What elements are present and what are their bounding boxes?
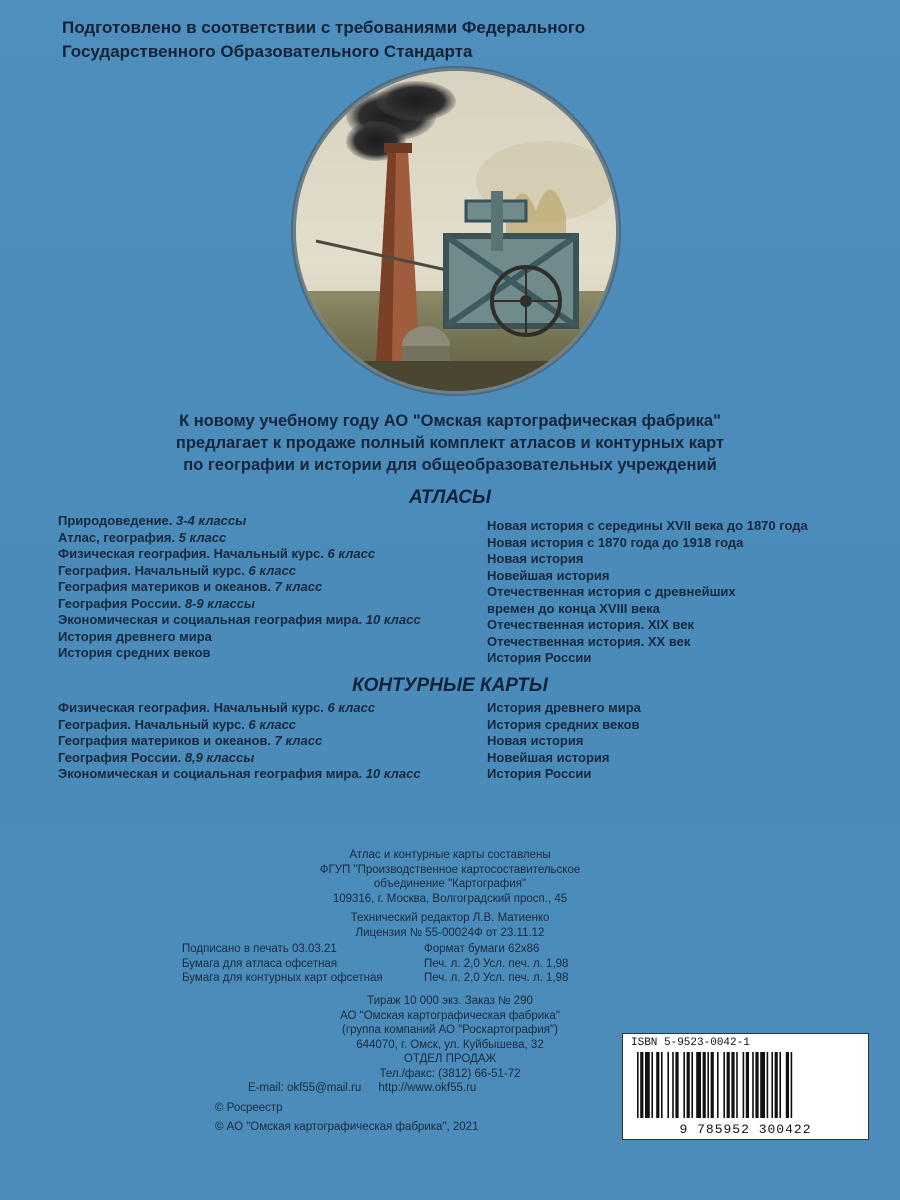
imprint-line: Печ. л. 2,0 Усл. печ. л. 1,98 bbox=[424, 957, 569, 970]
imprint-contacts bbox=[248, 1081, 476, 1096]
list-item: Новейшая история bbox=[487, 567, 610, 583]
barcode-bar bbox=[640, 1052, 643, 1118]
barcode-bar bbox=[746, 1052, 749, 1118]
barcode-bar bbox=[723, 1052, 725, 1118]
isbn-number: ISBN 5-9523-0042-1 bbox=[631, 1037, 750, 1049]
list-item: Физическая география. Начальный курс. 6 класс bbox=[58, 700, 376, 715]
list-item: История средних веков bbox=[58, 645, 211, 660]
list-item: Отечественная история с древнейших bbox=[487, 584, 736, 599]
barcode-bar bbox=[760, 1052, 765, 1118]
barcode-bar bbox=[691, 1052, 693, 1118]
barcode-bar bbox=[703, 1052, 706, 1118]
list-item: География. Начальный курс. 6 класс bbox=[58, 562, 297, 578]
list-item: Новая история bbox=[487, 551, 584, 566]
barcode-bar bbox=[736, 1052, 738, 1118]
copyright-publisher: © АО "Омская картографическая фабрика", 2021 bbox=[215, 1120, 479, 1133]
barcode-bar bbox=[752, 1052, 754, 1118]
imprint-line: 644070, г. Омск, ул. Куйбышева, 32 bbox=[356, 1038, 544, 1051]
standard-notice bbox=[62, 16, 702, 64]
barcode-bar bbox=[707, 1052, 709, 1118]
standard-notice-line-2: Государственного Образовательного Стандарта bbox=[62, 42, 473, 61]
list-item: История России bbox=[487, 650, 592, 665]
barcode-bar bbox=[711, 1052, 714, 1118]
list-item: География России. 8,9 классы bbox=[58, 749, 255, 765]
standard-notice-line-1: Подготовлено в соответствии с требованиями Федерального bbox=[62, 18, 586, 37]
list-item: Физическая география. Начальный курс. 6 класс bbox=[58, 546, 376, 561]
imprint-line: Тираж 10 000 экз. Заказ № 290 bbox=[367, 995, 533, 1007]
isbn-barcode bbox=[622, 1033, 869, 1140]
barcode-bar bbox=[656, 1052, 659, 1118]
imprint-line: Технический редактор Л.В. Матиенко bbox=[350, 912, 550, 924]
barcode-bar bbox=[667, 1052, 669, 1118]
barcode-bar bbox=[779, 1052, 781, 1118]
barcode-bar bbox=[771, 1052, 773, 1118]
list-item: История средних веков bbox=[487, 716, 640, 732]
imprint-editor bbox=[200, 911, 700, 940]
list-item: Природоведение. 3-4 классы bbox=[58, 513, 247, 528]
imprint-line: ФГУП "Производственное картосоставительское bbox=[319, 863, 581, 876]
barcode-bar bbox=[731, 1052, 734, 1118]
list-item: Экономическая и социальная география мира. 10 класс bbox=[58, 766, 421, 781]
barcode-bar bbox=[637, 1052, 639, 1118]
contour-maps-right-list bbox=[487, 700, 641, 783]
list-item: География. Начальный курс. 6 класс bbox=[58, 716, 297, 732]
barcode-bar bbox=[743, 1052, 745, 1118]
intro-line-3: по географии и истории для общеобразовательных учреждений bbox=[183, 456, 717, 474]
list-item: Новая история с 1870 года до 1918 года bbox=[487, 534, 744, 550]
atlases-left-list bbox=[58, 513, 421, 662]
barcode-bar bbox=[775, 1052, 778, 1118]
list-item: Атлас, география. 5 класс bbox=[58, 529, 227, 545]
list-item: времен до конца XVIII века bbox=[487, 600, 660, 616]
imprint-print-left bbox=[182, 942, 383, 986]
barcode-bar bbox=[791, 1052, 793, 1118]
list-item: Новая история bbox=[487, 733, 584, 748]
barcode-bar bbox=[696, 1052, 701, 1118]
list-item: География материков и океанов. 7 класс bbox=[58, 579, 323, 594]
imprint-line: объединение "Картография" bbox=[373, 878, 527, 890]
barcode-bar bbox=[672, 1052, 674, 1118]
imprint-line: (группа компаний АО "Роскартография") bbox=[342, 1024, 558, 1036]
barcode-bar bbox=[675, 1052, 678, 1118]
atlases-title: АТЛАСЫ bbox=[409, 487, 491, 508]
list-item: Отечественная история. XX век bbox=[487, 633, 691, 649]
list-item: География России. 8-9 классы bbox=[58, 595, 256, 611]
list-item: География материков и океанов. 7 класс bbox=[58, 733, 323, 748]
list-item: Новейшая история bbox=[487, 749, 610, 765]
barcode-bar bbox=[645, 1052, 650, 1118]
barcode-bar bbox=[727, 1052, 730, 1118]
intro-text bbox=[40, 410, 860, 476]
intro-line-1: К новому учебному году АО "Омская картографическая фабрика" bbox=[179, 412, 721, 430]
barcode-bar bbox=[717, 1052, 719, 1118]
barcode-bar bbox=[661, 1052, 663, 1118]
barcode-digits: 9 785952 300422 bbox=[679, 1122, 812, 1137]
phone: Тел./факс: (3812) 66-51-72 bbox=[379, 1067, 521, 1080]
intro-line-2: предлагает к продаже полный комплект атласов и контурных карт bbox=[175, 434, 725, 452]
list-item: Отечественная история. XIX век bbox=[487, 617, 694, 632]
email-link[interactable]: E-mail: okf55@mail.ru bbox=[248, 1082, 362, 1094]
list-item: Экономическая и социальная география мира. 10 класс bbox=[58, 612, 421, 627]
sales-department: ОТДЕЛ ПРОДАЖ bbox=[403, 1053, 497, 1065]
barcode-bar bbox=[687, 1052, 690, 1118]
barcode-bar bbox=[651, 1052, 653, 1118]
website-link[interactable]: http://www.okf55.ru bbox=[378, 1082, 477, 1094]
barcode-bar bbox=[755, 1052, 758, 1118]
list-item: История России bbox=[487, 766, 592, 781]
copyright-block bbox=[215, 1101, 478, 1134]
imprint-line: Печ. л. 2,0 Усл. печ. л. 1,98 bbox=[424, 972, 569, 984]
atlases-right-list bbox=[487, 518, 808, 667]
imprint-print-right bbox=[424, 942, 568, 986]
imprint-line: 109316, г. Москва, Волгоградский просп., 45 bbox=[332, 892, 568, 905]
imprint-line: Бумага для контурных карт офсетная bbox=[182, 972, 383, 984]
imprint-line: Бумага для атласа офсетная bbox=[182, 957, 338, 970]
imprint-line: Формат бумаги 62х86 bbox=[424, 943, 540, 955]
imprint-line: Атлас и контурные карты составлены bbox=[349, 849, 551, 861]
contour-maps-title: КОНТУРНЫЕ КАРТЫ bbox=[352, 675, 548, 696]
copyright-rosreestr: © Росреестр bbox=[215, 1102, 283, 1114]
barcode-bar bbox=[767, 1052, 769, 1118]
list-item: Новая история с середины XVII века до 1870 года bbox=[487, 518, 808, 533]
imprint-line: Подписано в печать 03.03.21 bbox=[182, 943, 337, 955]
imprint-compilers bbox=[200, 848, 700, 906]
barcode-bar bbox=[683, 1052, 685, 1118]
list-item: История древнего мира bbox=[58, 628, 212, 644]
factory-steam-engine-illustration bbox=[293, 68, 619, 394]
imprint-line: Лицензия № 55-00024Ф от 23.11.12 bbox=[355, 926, 545, 939]
barcode-bar bbox=[786, 1052, 789, 1118]
imprint-line: АО "Омская картографическая фабрика" bbox=[340, 1009, 560, 1022]
list-item: История древнего мира bbox=[487, 700, 641, 715]
contour-maps-left-list bbox=[58, 700, 421, 783]
